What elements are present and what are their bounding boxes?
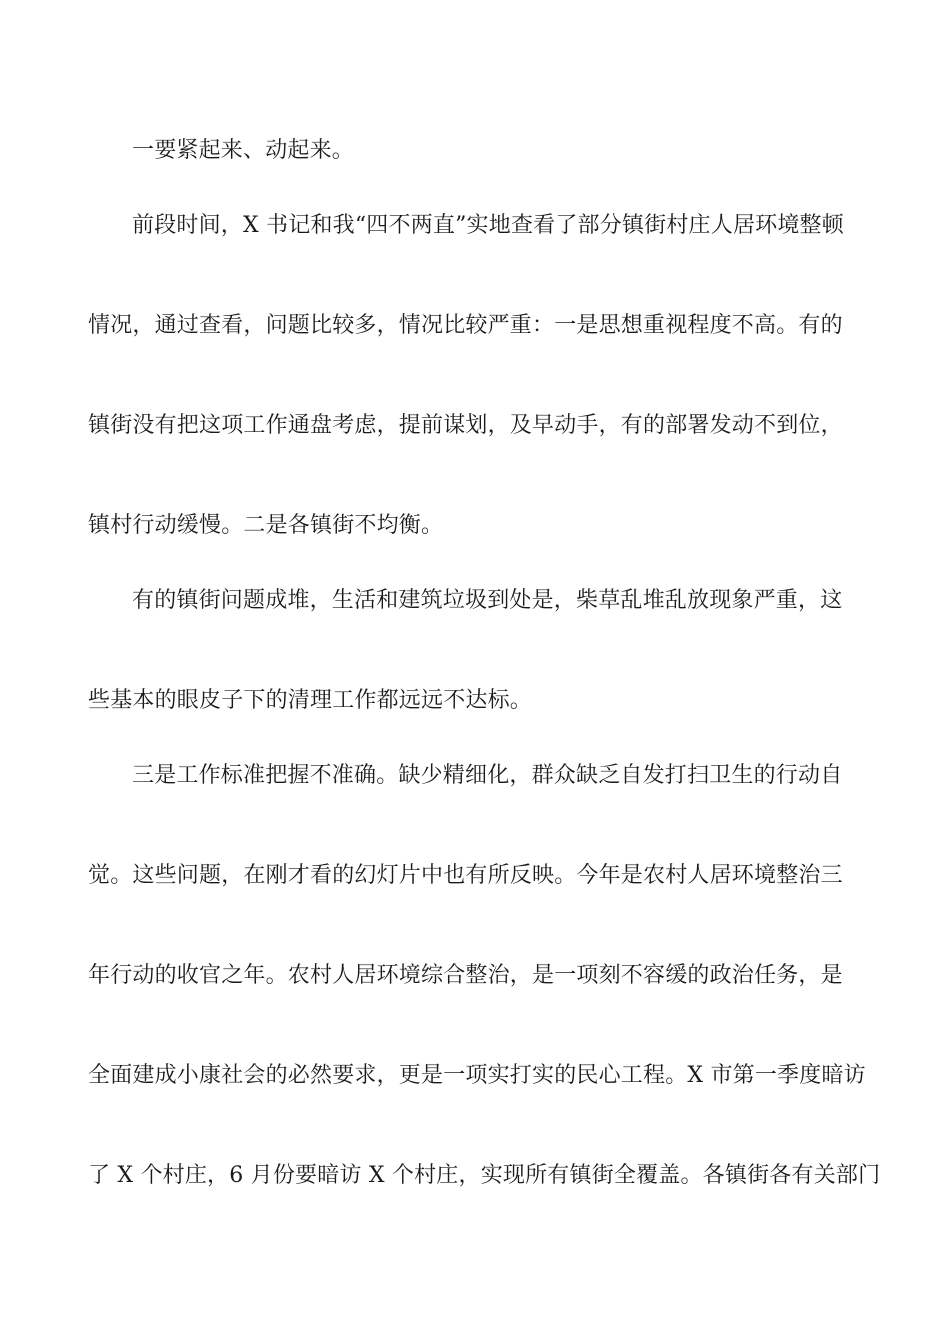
paragraph-line-11: 全面建成小康社会的必然要求，更是一项实打实的民心工程。X 市第一季度暗访 (88, 1063, 866, 1088)
paragraph-line-5: 镇村行动缓慢。二是各镇街不均衡。 (88, 513, 444, 538)
paragraph-line-7: 些基本的眼皮子下的清理工作都远远不达标。 (88, 688, 533, 713)
paragraph-line-8: 三是工作标准把握不准确。缺少精细化，群众缺乏自发打扫卫生的行动自 (132, 763, 843, 788)
paragraph-line-12: 了 X 个村庄，6 月份要暗访 X 个村庄，实现所有镇街全覆盖。各镇街各有关部门 (88, 1163, 881, 1188)
paragraph-line-4: 镇街没有把这项工作通盘考虑，提前谋划，及早动手，有的部署发动不到位， (88, 413, 843, 438)
paragraph-line-6: 有的镇街问题成堆，生活和建筑垃圾到处是，柴草乱堆乱放现象严重，这 (132, 588, 843, 613)
paragraph-line-3: 情况，通过查看，问题比较多，情况比较严重：一是思想重视程度不高。有的 (88, 313, 843, 338)
paragraph-line-2: 前段时间，X 书记和我“四不两直”实地查看了部分镇街村庄人居环境整顿 (132, 213, 844, 238)
paragraph-line-9: 觉。这些问题，在刚才看的幻灯片中也有所反映。今年是农村人居环境整治三 (88, 863, 843, 888)
paragraph-line-1: 一要紧起来、动起来。 (132, 138, 355, 163)
paragraph-line-10: 年行动的收官之年。农村人居环境综合整治，是一项刻不容缓的政治任务，是 (88, 963, 843, 988)
